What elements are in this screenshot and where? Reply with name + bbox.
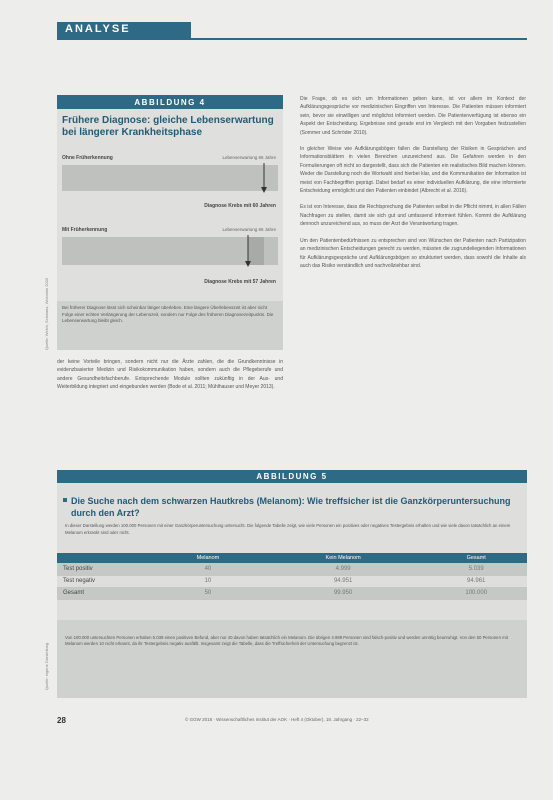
row-label: Test positiv bbox=[57, 563, 155, 575]
section-tab: ANALYSE bbox=[57, 22, 191, 38]
panel-with-screening bbox=[62, 227, 278, 285]
footer-citation: © GGW 2018 · Wissenschaftliches Institut der AOK · Heft 4 (Oktober), 18. Jahrgang · 22–32 bbox=[185, 717, 369, 722]
table-cell: 100.000 bbox=[425, 587, 527, 599]
panel-with-screening-note: Lebenserwartung 65 Jahre bbox=[222, 227, 276, 232]
lifespan-bar-without-screening bbox=[62, 165, 278, 191]
figure-4-label: ABBILDUNG 4 bbox=[57, 95, 283, 109]
table-row bbox=[57, 563, 527, 575]
figure-4-chart bbox=[62, 151, 278, 301]
table-header-empty bbox=[57, 553, 155, 563]
table-cell: 50 bbox=[155, 587, 261, 599]
page-number: 28 bbox=[57, 716, 66, 725]
figure-5-label: ABBILDUNG 5 bbox=[57, 470, 527, 483]
table-cell: 40 bbox=[155, 563, 261, 575]
figure-5 bbox=[57, 470, 527, 698]
table-row bbox=[57, 575, 527, 587]
figure-4-caption: Bei früherer Diagnose lässt sich scheinbar länger überleben. Eine längere Überlebenszeit ist aber nicht Folge einer echten Verlängerung der Lebenszeit, sondern nur Folge des früheren Diagnosezeitpunkts. Die Lebenserwartung bleibt gleich. bbox=[57, 301, 283, 350]
panel-with-screening-name: Mit Früherkennung bbox=[62, 227, 108, 233]
table-cell: 94.951 bbox=[261, 575, 426, 587]
row-label: Test negativ bbox=[57, 575, 155, 587]
extended-illness-phase bbox=[248, 237, 264, 265]
figure-4-credit: Quelle: Welch, Schwartz, Woloshin 2000 bbox=[44, 277, 49, 350]
panel-without-screening-end: Diagnose Krebs mit 60 Jahren bbox=[204, 203, 276, 209]
paragraph: Die Frage, ob es sich um Informationen geben kann, ist vor allem im Kontext der Aufklärungsgespräche vor medizinischen Eingriffen von Interesse. Die Patienten müssen informiert sein, bevor sie einwilligen und möglichst informiert werden. Die Patientenverfügung ist ebenso ein Aspekt der Entscheidung. Ergebnisse sind gerade erst im Vergleich mit den Vorgaben festzustellen (Sommer und Schröder 2010). bbox=[300, 96, 526, 136]
table-header-kein-melanom: Kein Melanom bbox=[261, 553, 426, 563]
panel-with-screening-end: Diagnose Krebs mit 57 Jahren bbox=[204, 279, 276, 285]
panel-without-screening-note: Lebenserwartung 65 Jahre bbox=[222, 155, 276, 160]
table-cell: 4.999 bbox=[261, 563, 426, 575]
figure-4-title: Frühere Diagnose: gleiche Lebenserwartung bei längerer Krankheitsphase bbox=[62, 115, 274, 138]
table-cell: 5.039 bbox=[425, 563, 527, 575]
table-header-row bbox=[57, 553, 527, 563]
figure-4 bbox=[57, 95, 283, 350]
panel-without-screening-name: Ohne Früherkennung bbox=[62, 155, 113, 161]
section-rule bbox=[57, 38, 527, 40]
left-column-text: der keine Vorteile bringen, sondern nicht nur die Ärzte zahlen, die die Grundkenntnisse in evidenzbasierter Medizin und Risikokommunikation haben, sondern auch die Pflegeberufe und andere Gesundheitsfachberufe. Entsprechende Module sollten zukünftig in der Aus- und Weiterbildung integriert und eingebunden werden (Bode et al. 2011; Mühlhauser und Meyer 2013). bbox=[57, 359, 283, 391]
paragraph: Um den Patientenbedürfnissen zu entsprechen sind von Wünschen der Patienten nach Partizipation an medizinischen Entscheidungen gerecht zu werden, müssten die zugrundeliegenden Informationen für Aufklärungsgespräche und Aufklärungsbögen so strukturiert werden, dass sowohl die Inhalte als auch das Risiko verständlich und nachvollziehbar sind. bbox=[300, 237, 526, 269]
figure-5-intro: In dieser Darstellung werden 100.000 Personen mit einer Ganzkörperuntersuchung untersucht. Die folgende Tabelle zeigt, wie viele Personen ein positives oder negatives Testergebnis erhalten und wie viele davon tatsächlich an einem Melanom erkrankt sind oder nicht. bbox=[65, 523, 511, 535]
table-cell: 10 bbox=[155, 575, 261, 587]
melanoma-screening-table bbox=[57, 553, 527, 600]
paragraph: Es ist von Interesse, dass die Rechtsprechung die Patienten selbst in die Pflicht nimmt, in allen Fällen Nachfragen zu stellen, damit sie sich gut und umfassend informiert fühlen. Kommt die Aufklärung dennoch unzureichend aus, so muss der Arzt die Verantwortung tragen. bbox=[300, 204, 526, 228]
table-cell: 94.961 bbox=[425, 575, 527, 587]
table-row bbox=[57, 587, 527, 599]
paragraph: In gleicher Weise wie Aufklärungsbögen fallen die Darstellung der Risiken in Gesprächen und Informationsblättern in vielen Bereichen unzureichend aus. Die Gefahren werden in den Formulierungen oft nicht so dargestellt, dass sich die Patienten ein realistisches Bild machen können. Weder die Darstellung noch die Wortwahl sind hierbei klar, und die Kommunikation der Information ist meist von Fachbegriffen geprägt. Dabei bedarf es einer individuellen Aufklärung, die eine informierte Entscheidung ermöglicht und den Patienten einbindet (Albrecht et al. 2016). bbox=[300, 146, 526, 195]
table-header-melanom: Melanom bbox=[155, 553, 261, 563]
row-label: Gesamt bbox=[57, 587, 155, 599]
lifespan-bar-with-screening bbox=[62, 237, 278, 265]
figure-5-title: Die Suche nach dem schwarzen Hautkrebs (Melanom): Wie treffsicher ist die Ganzkörperuntersuchung durch den Arzt? bbox=[57, 483, 527, 523]
table-header-gesamt: Gesamt bbox=[425, 553, 527, 563]
figure-5-note: Von 100.000 untersuchten Personen erhalten 5.039 einen positiven Befund, aber nur 40 davon haben tatsächlich ein Melanom. Die übrigen 4.999 Personen sind falsch-positiv und werden unnötig beunruhigt. Von den 50 Personen mit Melanom werden 10 nicht erkannt, da ihr Testergebnis negativ ausfällt. Insgesamt zeigt die Tabelle, dass die Treffsicherheit der Untersuchung begrenzt ist. bbox=[57, 620, 527, 698]
table-cell: 99.950 bbox=[261, 587, 426, 599]
right-column bbox=[300, 95, 526, 278]
panel-without-screening bbox=[62, 155, 278, 209]
figure-5-credit: Quelle: eigene Darstellung bbox=[44, 642, 49, 690]
